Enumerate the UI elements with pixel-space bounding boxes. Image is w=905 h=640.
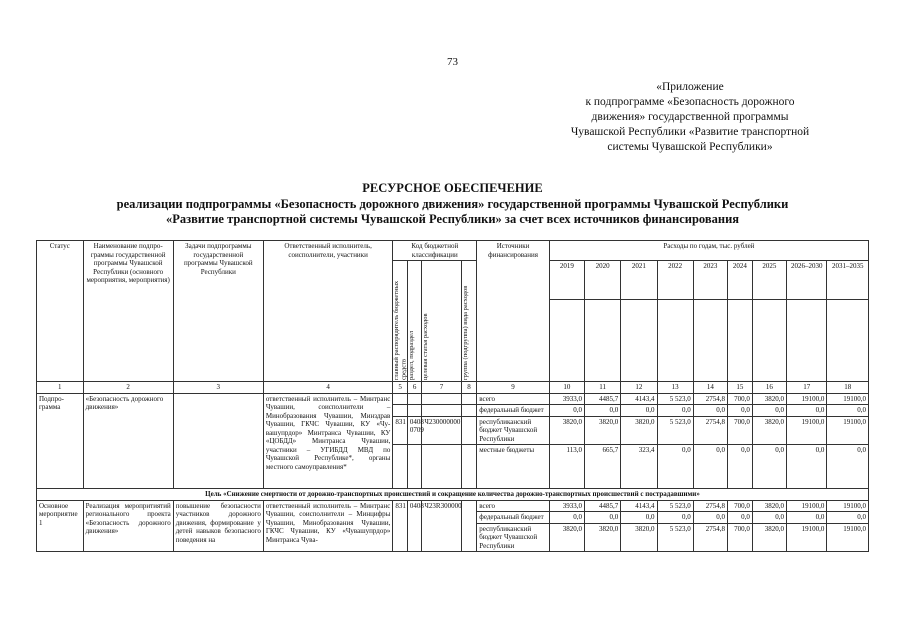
value-cell: 0,0 bbox=[621, 405, 657, 417]
value-cell: 19100,0 bbox=[827, 393, 869, 405]
value-cell: 700,0 bbox=[727, 393, 752, 405]
source-cell: федеральный бюджет bbox=[477, 405, 550, 417]
value-cell: 0,0 bbox=[585, 405, 621, 417]
main-event-task: повышение безопасности участников дорожного движения, формирование у детей навыков безопасного поведения на bbox=[173, 500, 263, 552]
value-cell: 0,0 bbox=[752, 512, 786, 524]
header-code-section bbox=[407, 261, 422, 382]
header-code-type bbox=[461, 261, 477, 382]
value-cell: 0,0 bbox=[727, 445, 752, 489]
header-year: 2026–2030 bbox=[787, 261, 827, 300]
column-number: 6 bbox=[407, 382, 422, 394]
page-number: 73 bbox=[447, 56, 458, 68]
subprogram-executor: ответственный исполнитель – Минтранс Чувашии, соисполнители – Минобразования Чувашии, Минздрав Чувашии, ГКЧС Чувашии, КУ «Чувашупрдор» Минтранса Чувашии, КУ «ЦОБДД» Минтранса Чувашии, участники – УГИБДД МВД по Чувашской Республике*, органы местного самоуправления* bbox=[263, 393, 393, 489]
main-event-name: Реализация меропритиятий регионального проекта «Безопасность дорожного движения» bbox=[83, 500, 173, 552]
title-line: РЕСУРСНОЕ ОБЕСПЕЧЕНИЕ bbox=[362, 181, 543, 195]
value-cell: 4485,7 bbox=[585, 393, 621, 405]
code-cell bbox=[393, 445, 408, 489]
column-number: 8 bbox=[461, 382, 477, 394]
code-cell bbox=[407, 393, 422, 405]
value-cell: 0,0 bbox=[657, 512, 693, 524]
appendix-line: движения» государственной программы bbox=[591, 111, 789, 123]
value-cell: 5 523,0 bbox=[657, 500, 693, 512]
value-cell: 0,0 bbox=[727, 512, 752, 524]
code-section: 0408 bbox=[407, 500, 422, 552]
value-cell: 700,0 bbox=[727, 500, 752, 512]
value-cell: 700,0 bbox=[727, 523, 752, 552]
code-article: Ч23R300000 bbox=[422, 500, 461, 552]
main-event-executor: ответственный исполнитель – Минтранс Чувашии, соисполнители – Минцифры Чувашии, Минобразования Чувашии, ГКЧС Чувашии, КУ «Чувашупрдор» Минтранса Чува- bbox=[263, 500, 393, 552]
column-number: 7 bbox=[422, 382, 461, 394]
code-grbs: 831 bbox=[393, 416, 408, 445]
value-cell: 0,0 bbox=[727, 405, 752, 417]
column-number: 3 bbox=[173, 382, 263, 394]
value-cell: 19100,0 bbox=[827, 416, 869, 445]
value-cell: 0,0 bbox=[827, 512, 869, 524]
header-code-type-text: группа (подгруппа) вида расходов bbox=[461, 285, 469, 380]
value-cell: 0,0 bbox=[787, 405, 827, 417]
main-event-status: Основное мероприятие 1 bbox=[37, 500, 84, 552]
appendix-line: системы Чувашской Республики» bbox=[607, 141, 773, 153]
value-cell: 3820,0 bbox=[752, 416, 786, 445]
value-cell: 2754,8 bbox=[693, 523, 727, 552]
value-cell: 5 523,0 bbox=[657, 393, 693, 405]
value-cell: 3820,0 bbox=[752, 393, 786, 405]
value-cell: 4143,4 bbox=[621, 500, 657, 512]
header-code-grbs-text: главный распорядитель бюджетных средств bbox=[393, 280, 408, 380]
value-cell: 4143,4 bbox=[621, 393, 657, 405]
value-cell: 113,0 bbox=[549, 445, 584, 489]
header-year: 2019 bbox=[549, 261, 584, 300]
source-cell: всего bbox=[477, 393, 550, 405]
table-row bbox=[37, 500, 869, 512]
value-cell: 0,0 bbox=[787, 512, 827, 524]
column-number: 13 bbox=[657, 382, 693, 394]
value-cell: 19100,0 bbox=[827, 523, 869, 552]
appendix-line: Чувашской Республики «Развитие транспортной bbox=[570, 126, 810, 138]
header-year: 2022 bbox=[657, 261, 693, 300]
table-row bbox=[37, 393, 869, 405]
value-cell: 0,0 bbox=[693, 405, 727, 417]
header-year: 2020 bbox=[585, 261, 621, 300]
column-number: 15 bbox=[727, 382, 752, 394]
column-number: 17 bbox=[787, 382, 827, 394]
value-cell: 19100,0 bbox=[787, 393, 827, 405]
value-cell: 2754,8 bbox=[693, 500, 727, 512]
value-cell: 19100,0 bbox=[827, 500, 869, 512]
value-cell: 0,0 bbox=[657, 445, 693, 489]
column-number: 4 bbox=[263, 382, 393, 394]
column-number: 9 bbox=[477, 382, 550, 394]
value-cell: 700,0 bbox=[727, 416, 752, 445]
value-cell: 3933,0 bbox=[549, 393, 584, 405]
value-cell: 19100,0 bbox=[787, 500, 827, 512]
code-cell bbox=[422, 393, 461, 405]
code-cell bbox=[393, 405, 408, 417]
code-grbs: 831 bbox=[393, 500, 408, 552]
header-year: 2031–2035 bbox=[827, 261, 869, 300]
value-cell: 0,0 bbox=[827, 405, 869, 417]
column-number: 1 bbox=[37, 382, 84, 394]
source-cell: республиканский бюджет Чувашской Республики bbox=[477, 523, 550, 552]
source-cell: республиканский бюджет Чувашской Республики bbox=[477, 416, 550, 445]
column-number: 18 bbox=[827, 382, 869, 394]
value-cell: 3820,0 bbox=[585, 416, 621, 445]
code-cell bbox=[422, 405, 461, 417]
header-code-article bbox=[422, 261, 461, 382]
value-cell: 0,0 bbox=[549, 405, 584, 417]
source-cell: федеральный бюджет bbox=[477, 512, 550, 524]
value-cell: 3820,0 bbox=[549, 523, 584, 552]
value-cell: 3933,0 bbox=[549, 500, 584, 512]
value-cell: 3820,0 bbox=[752, 500, 786, 512]
value-cell: 0,0 bbox=[752, 405, 786, 417]
title-line: реализации подпрограммы «Безопасность дорожного движения» государственной программы Чувашской Республики bbox=[116, 196, 789, 211]
document-title bbox=[0, 181, 905, 228]
value-cell: 5 523,0 bbox=[657, 523, 693, 552]
goal-row bbox=[37, 489, 869, 501]
code-cell bbox=[407, 445, 422, 489]
subprogram-status: Подпрограмма bbox=[37, 393, 84, 489]
value-cell: 5 523,0 bbox=[657, 416, 693, 445]
code-cell bbox=[461, 416, 477, 445]
code-cell bbox=[422, 445, 461, 489]
header-status: Статус bbox=[37, 241, 84, 382]
column-number: 14 bbox=[693, 382, 727, 394]
value-cell: 2754,8 bbox=[693, 416, 727, 445]
appendix-line: к подпрограмме «Безопасность дорожного bbox=[585, 96, 795, 108]
header-year: 2025 bbox=[752, 261, 786, 300]
value-cell: 665,7 bbox=[585, 445, 621, 489]
value-cell: 4485,7 bbox=[585, 500, 621, 512]
header-code-section-text: раздел, подраздел bbox=[407, 330, 415, 380]
header-code-grbs bbox=[393, 261, 408, 382]
source-cell: всего bbox=[477, 500, 550, 512]
value-cell: 0,0 bbox=[549, 512, 584, 524]
code-article: Ч230000000 bbox=[422, 416, 461, 445]
header-year: 2023 bbox=[693, 261, 727, 300]
value-cell: 323,4 bbox=[621, 445, 657, 489]
goal-text: Цель «Снижение смертности от дорожно-транспортных происшествий и сокращение количества дорожно-транспортных происшествий с пострадавшими» bbox=[37, 489, 869, 501]
appendix-line: «Приложение bbox=[656, 81, 724, 93]
value-cell: 19100,0 bbox=[787, 523, 827, 552]
header-expenses: Расходы по годам, тыс. рублей bbox=[549, 241, 868, 261]
value-cell: 3820,0 bbox=[549, 416, 584, 445]
header-budget-code: Код бюджетной классификации bbox=[393, 241, 477, 261]
code-cell bbox=[461, 500, 477, 552]
value-cell: 0,0 bbox=[621, 512, 657, 524]
code-section: 0408 0709 bbox=[407, 416, 422, 445]
resource-table bbox=[36, 240, 869, 552]
column-number: 5 bbox=[393, 382, 408, 394]
value-cell: 0,0 bbox=[693, 512, 727, 524]
header-year: 2021 bbox=[621, 261, 657, 300]
value-cell: 3820,0 bbox=[752, 523, 786, 552]
column-number: 2 bbox=[83, 382, 173, 394]
header-year: 2024 bbox=[727, 261, 752, 300]
column-number: 16 bbox=[752, 382, 786, 394]
value-cell: 3820,0 bbox=[621, 523, 657, 552]
appendix-note bbox=[520, 80, 860, 155]
value-cell: 3820,0 bbox=[585, 523, 621, 552]
code-cell bbox=[461, 445, 477, 489]
value-cell: 0,0 bbox=[693, 445, 727, 489]
value-cell: 2754,8 bbox=[693, 393, 727, 405]
subprogram-task bbox=[173, 393, 263, 489]
value-cell: 0,0 bbox=[752, 445, 786, 489]
header-tasks: Задачи подпрограммы государственной программы Чувашской Республики bbox=[173, 241, 263, 382]
column-number: 10 bbox=[549, 382, 584, 394]
value-cell: 0,0 bbox=[585, 512, 621, 524]
code-cell bbox=[407, 405, 422, 417]
value-cell: 3820,0 bbox=[621, 416, 657, 445]
header-sources: Источники финансирования bbox=[477, 241, 550, 382]
column-number: 11 bbox=[585, 382, 621, 394]
value-cell: 0,0 bbox=[787, 445, 827, 489]
title-line: «Развитие транспортной системы Чувашской Республики» за счет всех источников финансирования bbox=[165, 212, 740, 226]
code-cell bbox=[461, 405, 477, 417]
header-name: Наименование подпрограммы государственной программы Чувашской Республики (основного мероприятия, мероприятия) bbox=[83, 241, 173, 382]
subprogram-name: «Безопасность дорожного движения» bbox=[83, 393, 173, 489]
column-number: 12 bbox=[621, 382, 657, 394]
value-cell: 19100,0 bbox=[787, 416, 827, 445]
header-executor: Ответственный исполнитель, соисполнители, участники bbox=[263, 241, 393, 382]
code-cell bbox=[393, 393, 408, 405]
code-cell bbox=[461, 393, 477, 405]
value-cell: 0,0 bbox=[827, 445, 869, 489]
header-code-article-text: целевая статья расходов bbox=[422, 313, 430, 380]
value-cell: 0,0 bbox=[657, 405, 693, 417]
source-cell: местные бюджеты bbox=[477, 445, 550, 489]
